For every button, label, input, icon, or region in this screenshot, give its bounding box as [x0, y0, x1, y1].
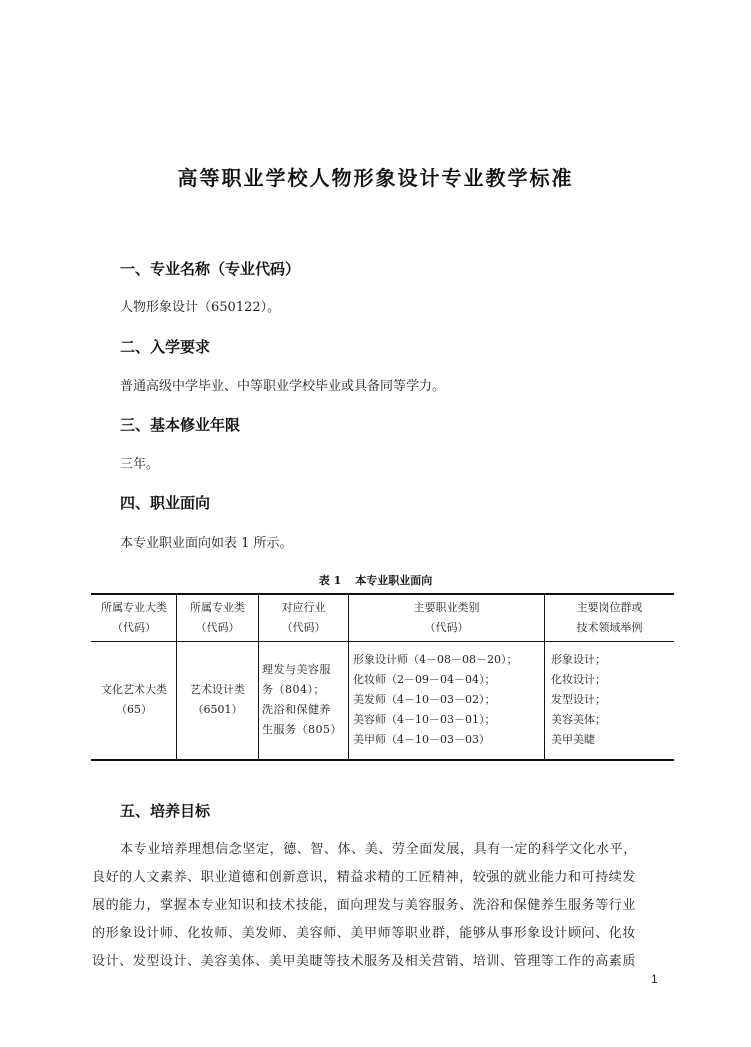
paragraph-line: 本专业培养理想信念坚定，德、智、体、美、劳全面发展，具有一定的科学文化水平，: [120, 842, 637, 857]
table-cell-text: 美容美体；: [551, 713, 606, 726]
table-cell-major-class: [177, 680, 258, 720]
table-cell-text: 美容师（4－10－03－01）；: [353, 713, 496, 726]
section-text-career: 本专业职业面向如表 1 所示。: [120, 536, 293, 551]
paragraph-line: 设计、发型设计、美容美体、美甲美睫等技术服务及相关营销、培训、管理等工作的高素质: [92, 954, 637, 969]
section-heading-duration: 三、基本修业年限: [120, 416, 241, 434]
section-text-duration: 三年。: [120, 457, 160, 472]
table-header-text: （代码）: [424, 621, 469, 634]
table-bottom-rule: [91, 759, 674, 761]
table-cell-industry: [262, 660, 348, 740]
table-cell-text: 洗浴和保健养: [262, 703, 331, 716]
section-heading-career: 四、职业面向: [120, 494, 211, 512]
table-cell-text: （65）: [116, 703, 152, 716]
table-header-text: 所属专业大类: [101, 601, 167, 614]
table-header-cell: [259, 598, 348, 638]
paragraph-line: 展的能力，掌握本专业知识和技术技能，面向理发与美容服务、洗浴和保健养生服务等行业: [92, 898, 637, 913]
table-header-text: 主要岗位群或: [576, 601, 643, 614]
table-cell-positions: [551, 650, 674, 750]
table-caption-title: 本专业职业面向: [355, 574, 433, 587]
table-header-text: 主要职业类别: [413, 601, 480, 614]
table-header-text: （代码）: [112, 621, 156, 634]
table-cell-text: 艺术设计类: [190, 683, 245, 696]
table-header-cell: [177, 598, 258, 638]
table-header-text: 技术领域举例: [576, 621, 643, 634]
section-text-name: 人物形象设计（650122）。: [120, 300, 281, 315]
table-caption-label: 表 1: [318, 574, 342, 587]
table-cell-text: 文化艺术大类: [101, 683, 167, 696]
table-cell-major-category: [92, 680, 176, 720]
paragraph-line: 的形象设计师、化妆师、美发师、美容师、美甲师等职业群，能够从事形象设计顾问、化妆: [92, 926, 637, 941]
table-header-text: 所属专业类: [190, 601, 245, 614]
table-header-text: （代码）: [195, 621, 240, 634]
table-header-text: 对应行业: [281, 601, 326, 614]
paragraph-line: 良好的人文素养、职业道德和创新意识，精益求精的工匠精神，较强的就业能力和可持续发: [92, 870, 637, 885]
page-title: 高等职业学校人物形象设计专业教学标准: [177, 166, 574, 190]
table-cell-text: 理发与美容服: [262, 663, 331, 676]
table-cell-text: 形象设计师（4－08－08－20）；: [353, 653, 518, 666]
table-header-text: （代码）: [281, 621, 326, 634]
table-header-rule: [91, 641, 674, 642]
table-header-cell: [92, 598, 176, 638]
table-cell-text: 美甲师（4－10－03－03）: [353, 733, 490, 746]
table-cell-text: 美甲美睫: [551, 733, 595, 746]
table-cell-text: 美发师（4－10－03－02）；: [353, 693, 496, 706]
table-cell-text: （6501）: [192, 703, 243, 716]
table-cell-text: 形象设计；: [551, 653, 606, 666]
table-cell-text: 发型设计；: [551, 693, 606, 706]
section-heading-admission: 二、入学要求: [120, 338, 211, 356]
table-top-rule: [91, 593, 674, 595]
table-caption: [0, 572, 751, 588]
table-cell-text: 化妆师（2－09－04－04）；: [353, 673, 496, 686]
table-header-cell: [349, 598, 544, 638]
table-header-cell: [545, 598, 674, 638]
page-number: 1: [651, 972, 658, 986]
table-cell-text: 化妆设计；: [551, 673, 606, 686]
table-cell-text: 务（804）；: [262, 683, 325, 696]
section-heading-goal: 五、培养目标: [120, 802, 211, 820]
section-heading-name: 一、专业名称（专业代码）: [120, 260, 301, 278]
section-text-admission: 普通高级中学毕业、中等职业学校毕业或具备同等学力。: [120, 379, 446, 394]
table-cell-text: 生服务（805）: [262, 723, 342, 736]
table-cell-occupations: [353, 650, 544, 750]
